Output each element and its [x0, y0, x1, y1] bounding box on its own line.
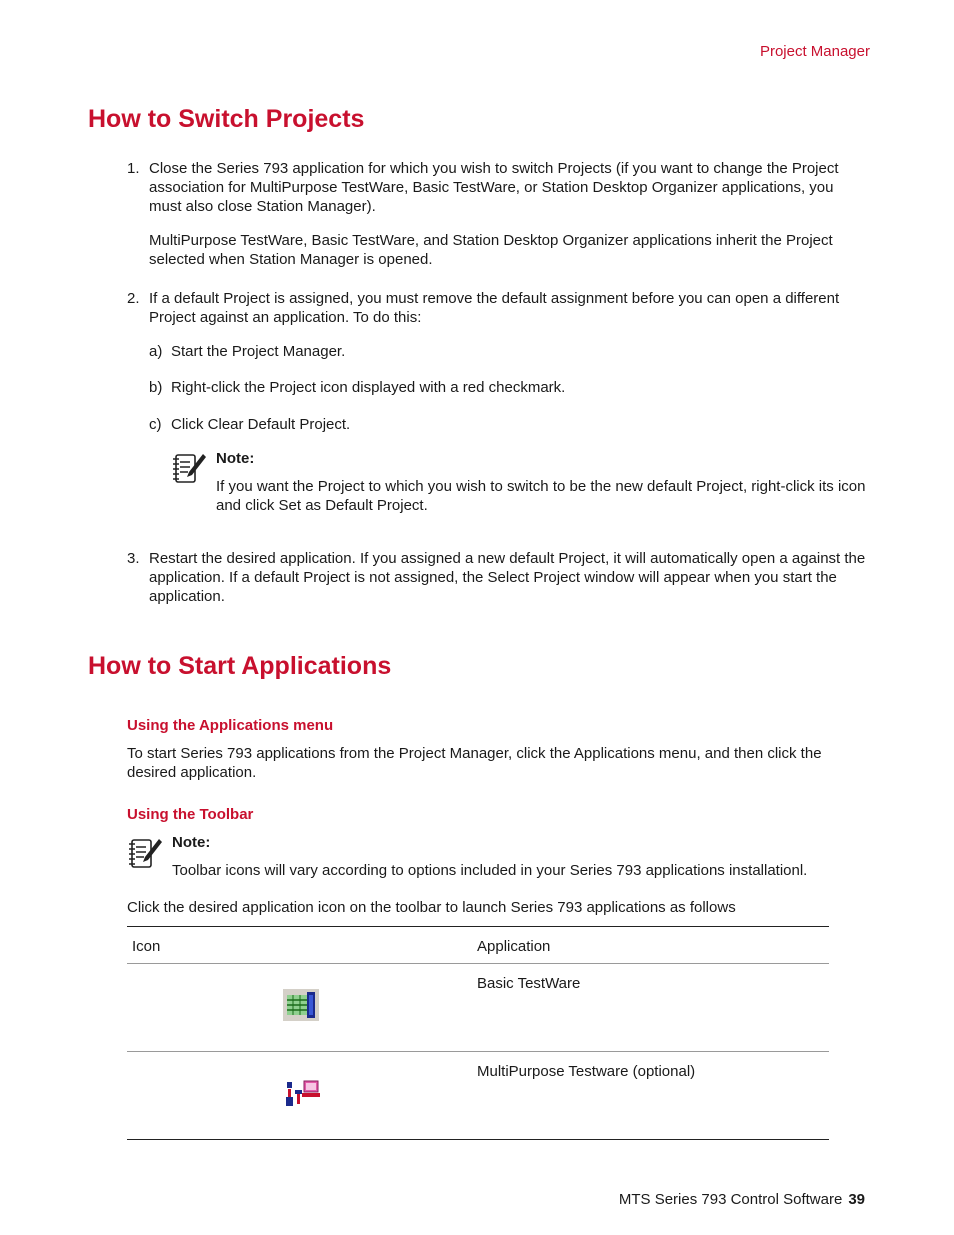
table-header-rule [127, 963, 829, 964]
subheading-applications-menu: Using the Applications menu [127, 717, 334, 734]
substep-c-text: Click Clear Default Project. [171, 416, 351, 433]
note-pencil-icon [127, 836, 163, 872]
step-number: 1. [127, 160, 140, 177]
applications-menu-text: To start Series 793 applications from the Project Manager, click the Applications menu, and then click the desired application. [127, 745, 822, 781]
table-bottom-rule [127, 1139, 829, 1140]
substep-label: c) [149, 416, 162, 433]
footer-doc-title: MTS Series 793 Control Software [618, 1191, 843, 1208]
substep-label: a) [149, 343, 163, 360]
step-2-text: If a default Project is assigned, you must remove the default assignment before you can open a different Project against an application. To do this: [149, 290, 840, 326]
table-header-application: Application [477, 938, 551, 955]
multipurpose-testware-icon[interactable] [285, 1080, 321, 1112]
page-footer [619, 1190, 865, 1209]
step-number: 2. [127, 290, 140, 307]
app-name-basic-testware: Basic TestWare [477, 975, 581, 992]
note-label: Note: [216, 450, 255, 467]
step-1-text: Close the Series 793 application for which you wish to switch Projects (if you want to change the Project association for MultiPurpose TestWare, Basic TestWare, or Station Desktop Organizer applications, you must also close Station Manager). [149, 160, 839, 215]
page-number: 39 [848, 1191, 865, 1208]
note-pencil-icon [171, 451, 207, 487]
section-title-start-applications: How to Start Applications [88, 652, 392, 680]
substep-a-text: Start the Project Manager. [171, 343, 346, 360]
running-header: Project Manager [759, 43, 870, 60]
step-3-text: Restart the desired application. If you assigned a new default Project, it will automatically open a against the application. If a default Project is not assigned, the Select Project window will appear when you start the application. [149, 550, 866, 605]
substep-b-text: Right-click the Project icon displayed with a red checkmark. [171, 379, 566, 396]
subheading-toolbar: Using the Toolbar [127, 806, 254, 823]
basic-testware-icon[interactable] [283, 989, 319, 1021]
note-text: Toolbar icons will vary according to options included in your Series 793 applications installationl. [172, 862, 808, 879]
step-number: 3. [127, 550, 140, 567]
table-header-icon: Icon [132, 938, 161, 955]
note-text: If you want the Project to which you wish to switch to be the new default Project, right-click its icon and click Set as Default Project. [216, 478, 866, 514]
section-title-switch-projects: How to Switch Projects [88, 105, 365, 133]
step-1-detail: MultiPurpose TestWare, Basic TestWare, and Station Desktop Organizer applications inherit the Project selected when Station Manager is opened. [149, 232, 833, 268]
note-label: Note: [172, 834, 211, 851]
table-top-rule [127, 926, 829, 927]
substep-label: b) [149, 379, 163, 396]
toolbar-intro: Click the desired application icon on the toolbar to launch Series 793 applications as follows [127, 899, 736, 916]
table-row-rule [127, 1051, 829, 1052]
app-name-multipurpose-testware: MultiPurpose Testware (optional) [477, 1063, 696, 1080]
